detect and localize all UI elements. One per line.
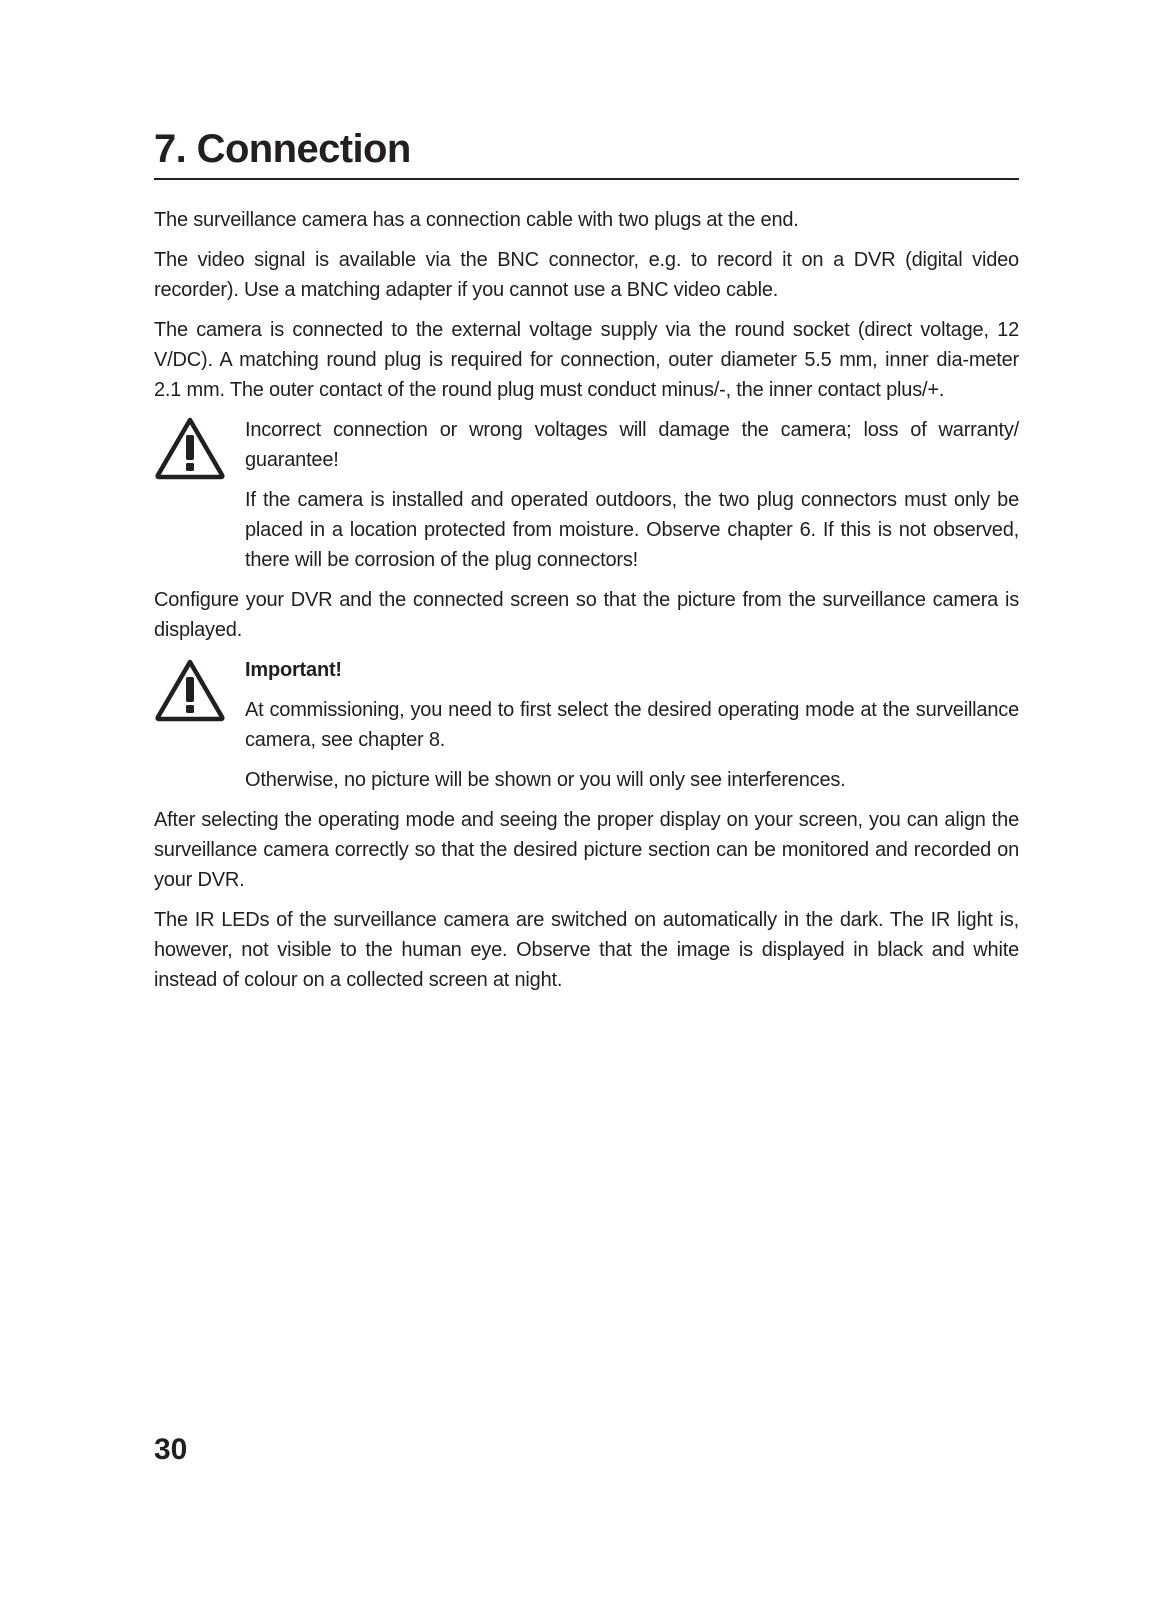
section-content [154,205,1019,1005]
paragraph-video-signal: The video signal is available via the BNC connector, e.g. to record it on a DVR (digital video recorder). Use a matching adapter if you cannot use a BNC video cable. [154,249,1019,301]
paragraph-configure-dvr: Configure your DVR and the connected screen so that the picture from the surveillance camera is displayed. [154,589,1019,641]
paragraph-cable: The surveillance camera has a connection cable with two plugs at the end. [154,209,799,231]
warning-title-important: Important! [245,659,342,681]
warning-block-connection [154,415,1019,575]
warning-triangle-icon [154,415,226,481]
section-heading: 7. Connection [154,124,1019,180]
page-number: 30 [154,1433,188,1466]
paragraph-power-supply: The camera is connected to the external voltage supply via the round socket (direct voltage, 12 V/DC). A matching round plug is required for connection, outer diameter 5.5 mm, inner dia-meter 2.1 mm. The outer contact of the round plug must conduct minus/-, the inner contact plus/+. [154,319,1019,401]
warning-triangle-icon [154,657,226,723]
paragraph-ir-leds: The IR LEDs of the surveillance camera are switched on automatically in the dark. The IR light is, however, not visible to the human eye. Observe that the image is displayed in black and white instead of colour on a collected screen at night. [154,909,1019,991]
warning-text-damage: Incorrect connection or wrong voltages will damage the camera; loss of warranty/ guarantee! [245,419,1019,471]
warning-text-no-picture: Otherwise, no picture will be shown or you will only see interferences. [245,769,846,791]
paragraph-align-camera: After selecting the operating mode and seeing the proper display on your screen, you can align the surveillance camera correctly so that the desired picture section can be monitored and recorded on your DVR. [154,809,1019,891]
warning-text-moisture: If the camera is installed and operated outdoors, the two plug connectors must only be placed in a location protected from moisture. Observe chapter 6. If this is not observed, there will be corrosion of the plug connectors! [245,489,1019,571]
warning-text-commissioning: At commissioning, you need to first select the desired operating mode at the surveillance camera, see chapter 8. [245,699,1019,751]
manual-page [154,0,1019,1600]
warning-block-important [154,655,1019,795]
